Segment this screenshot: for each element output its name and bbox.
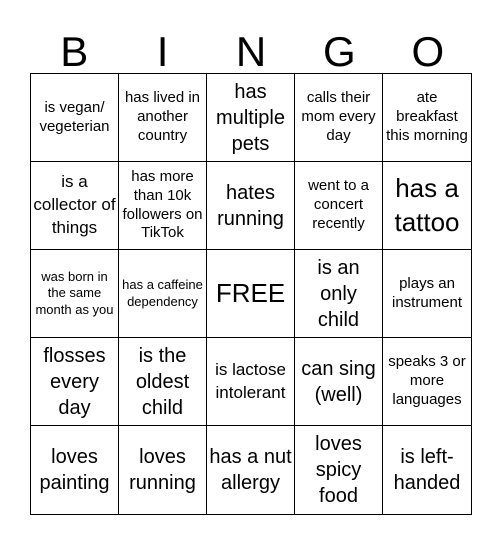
bingo-square[interactable]: loves painting (31, 426, 119, 514)
bingo-square[interactable]: plays an instrument (383, 250, 471, 338)
free-square[interactable]: FREE (207, 250, 295, 338)
bingo-square[interactable]: ate breakfast this morning (383, 74, 471, 162)
bingo-square[interactable]: has a caffeine dependency (119, 250, 207, 338)
bingo-square[interactable]: is left-handed (393, 446, 461, 494)
bingo-square[interactable]: is a collector of things (31, 162, 119, 250)
header-letter-g: G (323, 28, 356, 75)
bingo-square[interactable]: can sing (well) (295, 338, 383, 426)
bingo-square[interactable]: has lived in another country (119, 74, 207, 162)
bingo-square[interactable]: flosses every day (31, 338, 119, 426)
bingo-square[interactable]: speaks 3 or more languages (383, 338, 471, 426)
bingo-square[interactable]: has multiple pets (207, 74, 295, 162)
header-letter-o: O (411, 28, 445, 75)
bingo-square[interactable]: has more than 10k followers on TikTok (119, 162, 207, 250)
bingo-grid (30, 73, 472, 515)
bingo-square[interactable]: is lactose intolerant (207, 338, 295, 426)
bingo-square[interactable]: was born in the same month as you (31, 250, 119, 338)
bingo-square[interactable]: loves spicy food (295, 426, 383, 514)
bingo-square[interactable]: is the oldest child (119, 338, 207, 426)
bingo-square[interactable]: has a tattoo (383, 162, 471, 250)
header-letter-b: B (60, 28, 89, 75)
bingo-square[interactable]: is an only child (295, 250, 383, 338)
header-letter-i: I (156, 28, 169, 75)
bingo-square[interactable]: hates running (207, 162, 295, 250)
bingo-square[interactable]: has a nut allergy (207, 426, 295, 514)
bingo-square[interactable]: went to a concert recently (295, 162, 383, 250)
bingo-square[interactable]: calls their mom every day (295, 74, 383, 162)
bingo-square[interactable]: loves running (119, 426, 207, 514)
header-letter-n: N (235, 28, 267, 75)
bingo-square[interactable]: is vegan/ vegeterian (31, 74, 119, 162)
